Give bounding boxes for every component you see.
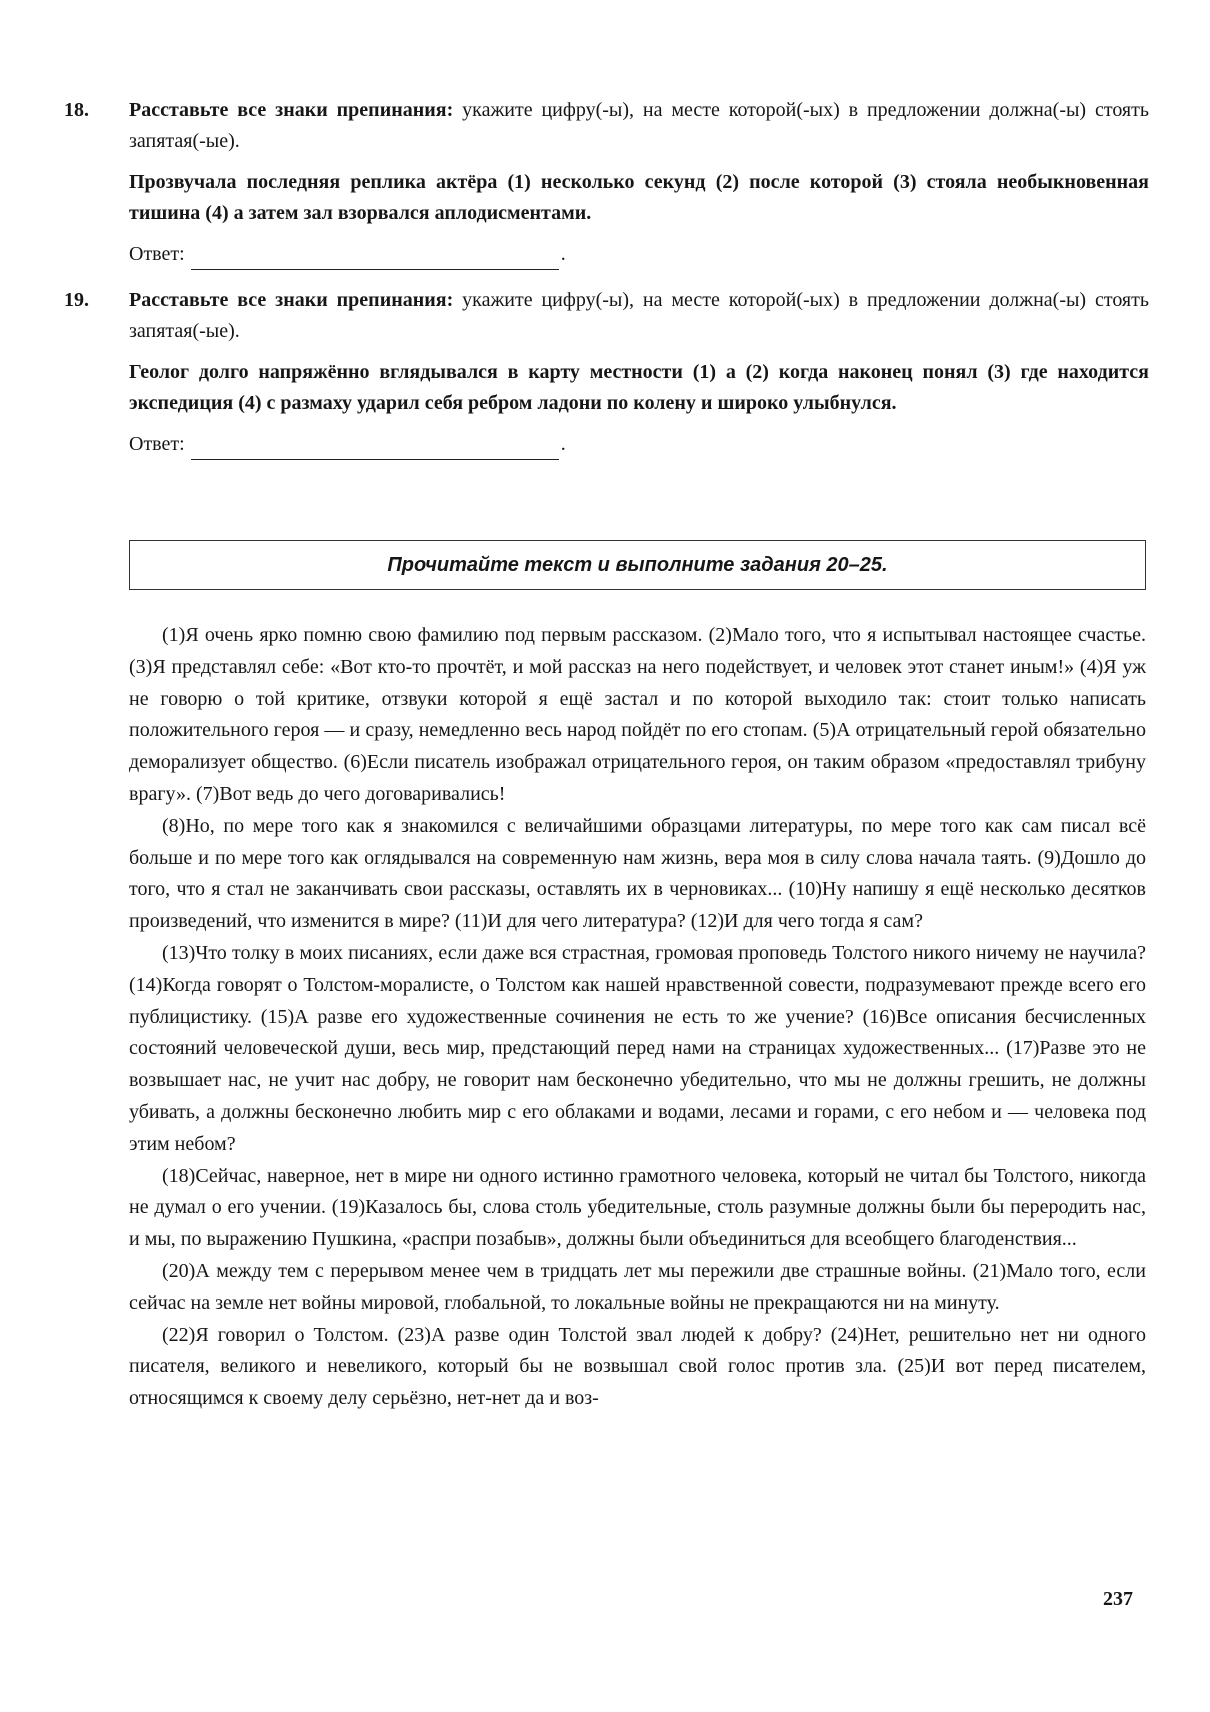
answer-row bbox=[129, 429, 1149, 460]
paragraph: (13)Что толку в моих писаниях, если даже вся страстная, громовая проповедь Толстого никого ничему не научила? (14)Когда говорят о Толстом-моралисте, о Толстом как нашей нравственной совести, подразумевают прежде всего его публицистику. (15)А разве его художественные сочинения не есть то же учение? (16)Все описания бесчисленных состояний человеческой души, весь мир, предстающий перед нами на страницах художественных... (17)Разве это не возвышает нас, не учит нас добру, не говорит нам бесконечно убедительно, что мы не должны грешить, не должны убивать, а должны бесконечно любить мир с его облаками и водами, лесами и горами, с его небом и — человека под этим небом? bbox=[129, 941, 1146, 1155]
task-number: 18. bbox=[64, 99, 89, 121]
reading-text bbox=[129, 620, 1146, 1415]
paragraph: (8)Но, по мере того как я знакомился с величайшими образцами литературы, по мере того как сам писал всё больше и по мере того как оглядывался на современную нам жизнь, вера моя в силу слова начала таять. (9)Дошло до того, что я стал не заканчивать свои рассказы, оставлять их в черновиках... (10)Ну напишу я ещё несколько десятков произведений, что изменится в мире? (11)И для чего литература? (12)И для чего тогда я сам? bbox=[129, 814, 1146, 933]
instruction-text: укажите цифру(-ы), на месте которой(-ых) в предложении должна(-ы) стоять запятая(-ые). bbox=[129, 289, 1149, 342]
task-content bbox=[129, 285, 1149, 460]
paragraph: (22)Я говорил о Толстом. (23)А разве один Толстой звал людей к добру? (24)Нет, решительно нет ни одного писателя, великого и невеликого, который бы не возвышал свой голос против зла. (25)И вот перед писателем, относящимся к своему делу серьёзно, нет-нет да и воз- bbox=[129, 1323, 1146, 1410]
task-content bbox=[129, 95, 1149, 270]
answer-field[interactable] bbox=[191, 435, 559, 460]
task-number: 19. bbox=[64, 289, 89, 311]
banner-text: Прочитайте текст и выполните задания 20–25. bbox=[387, 553, 888, 576]
task-instruction bbox=[129, 285, 1149, 347]
task-19 bbox=[64, 285, 1149, 460]
task-instruction bbox=[129, 95, 1149, 157]
instruction-text: укажите цифру(-ы), на месте которой(-ых) в предложении должна(-ы) стоять запятая(-ые). bbox=[129, 99, 1149, 152]
instruction-bold: Расставьте все знаки препинания: bbox=[129, 289, 454, 311]
task-sentence: Геолог долго напряжённо вглядывался в карту местности (1) а (2) когда наконец понял (3) где находится экспедиция (4) с размаху ударил себя ребром ладони по колену и широко улыбнулся. bbox=[129, 361, 1149, 414]
answer-row bbox=[129, 239, 1149, 270]
paragraph: (20)А между тем с перерывом менее чем в тридцать лет мы пережили две страшные войны. (21)Мало того, если сейчас на земле нет войны мировой, глобальной, то локальные войны не прекращаются ни на минуту. bbox=[129, 1259, 1146, 1314]
answer-label: Ответ: bbox=[129, 433, 185, 455]
paragraph: (18)Сейчас, наверное, нет в мире ни одного истинно грамотного человека, который не читал бы Толстого, никогда не думал о его учении. (19)Казалось бы, слова столь убедительные, столь разумные должны были бы переродить нас, и мы, по выражению Пушкина, «распри позабыв», должны были объединиться для всеобщего благоденствия... bbox=[129, 1164, 1146, 1251]
task-sentence: Прозвучала последняя реплика актёра (1) несколько секунд (2) после которой (3) стояла необыкновенная тишина (4) а затем зал взорвался аплодисментами. bbox=[129, 171, 1149, 224]
page-number: 237 bbox=[1103, 1588, 1133, 1610]
answer-period: . bbox=[560, 433, 566, 455]
answer-period: . bbox=[560, 243, 566, 265]
instruction-bold: Расставьте все знаки препинания: bbox=[129, 99, 454, 121]
paragraph: (1)Я очень ярко помню свою фамилию под первым рассказом. (2)Мало того, что я испытывал настоящее счастье. (3)Я представлял себе: «Вот кто-то прочтёт, и мой рассказ на него подействует, и человек этот станет иным!» (4)Я уж не говорю о той критике, отзвуки которой я ещё застал и по которой выходило так: стоит только написать положительного героя — и сразу, немедленно весь народ пойдёт по его стопам. (5)А отрицательный герой обязательно деморализует общество. (6)Если писатель изображал отрицательного героя, он таким образом «предоставлял трибуну врагу». (7)Вот ведь до чего договаривались! bbox=[129, 624, 1146, 805]
answer-label: Ответ: bbox=[129, 243, 185, 265]
answer-field[interactable] bbox=[191, 245, 559, 270]
task-18 bbox=[64, 95, 1149, 270]
reading-banner bbox=[129, 540, 1146, 590]
